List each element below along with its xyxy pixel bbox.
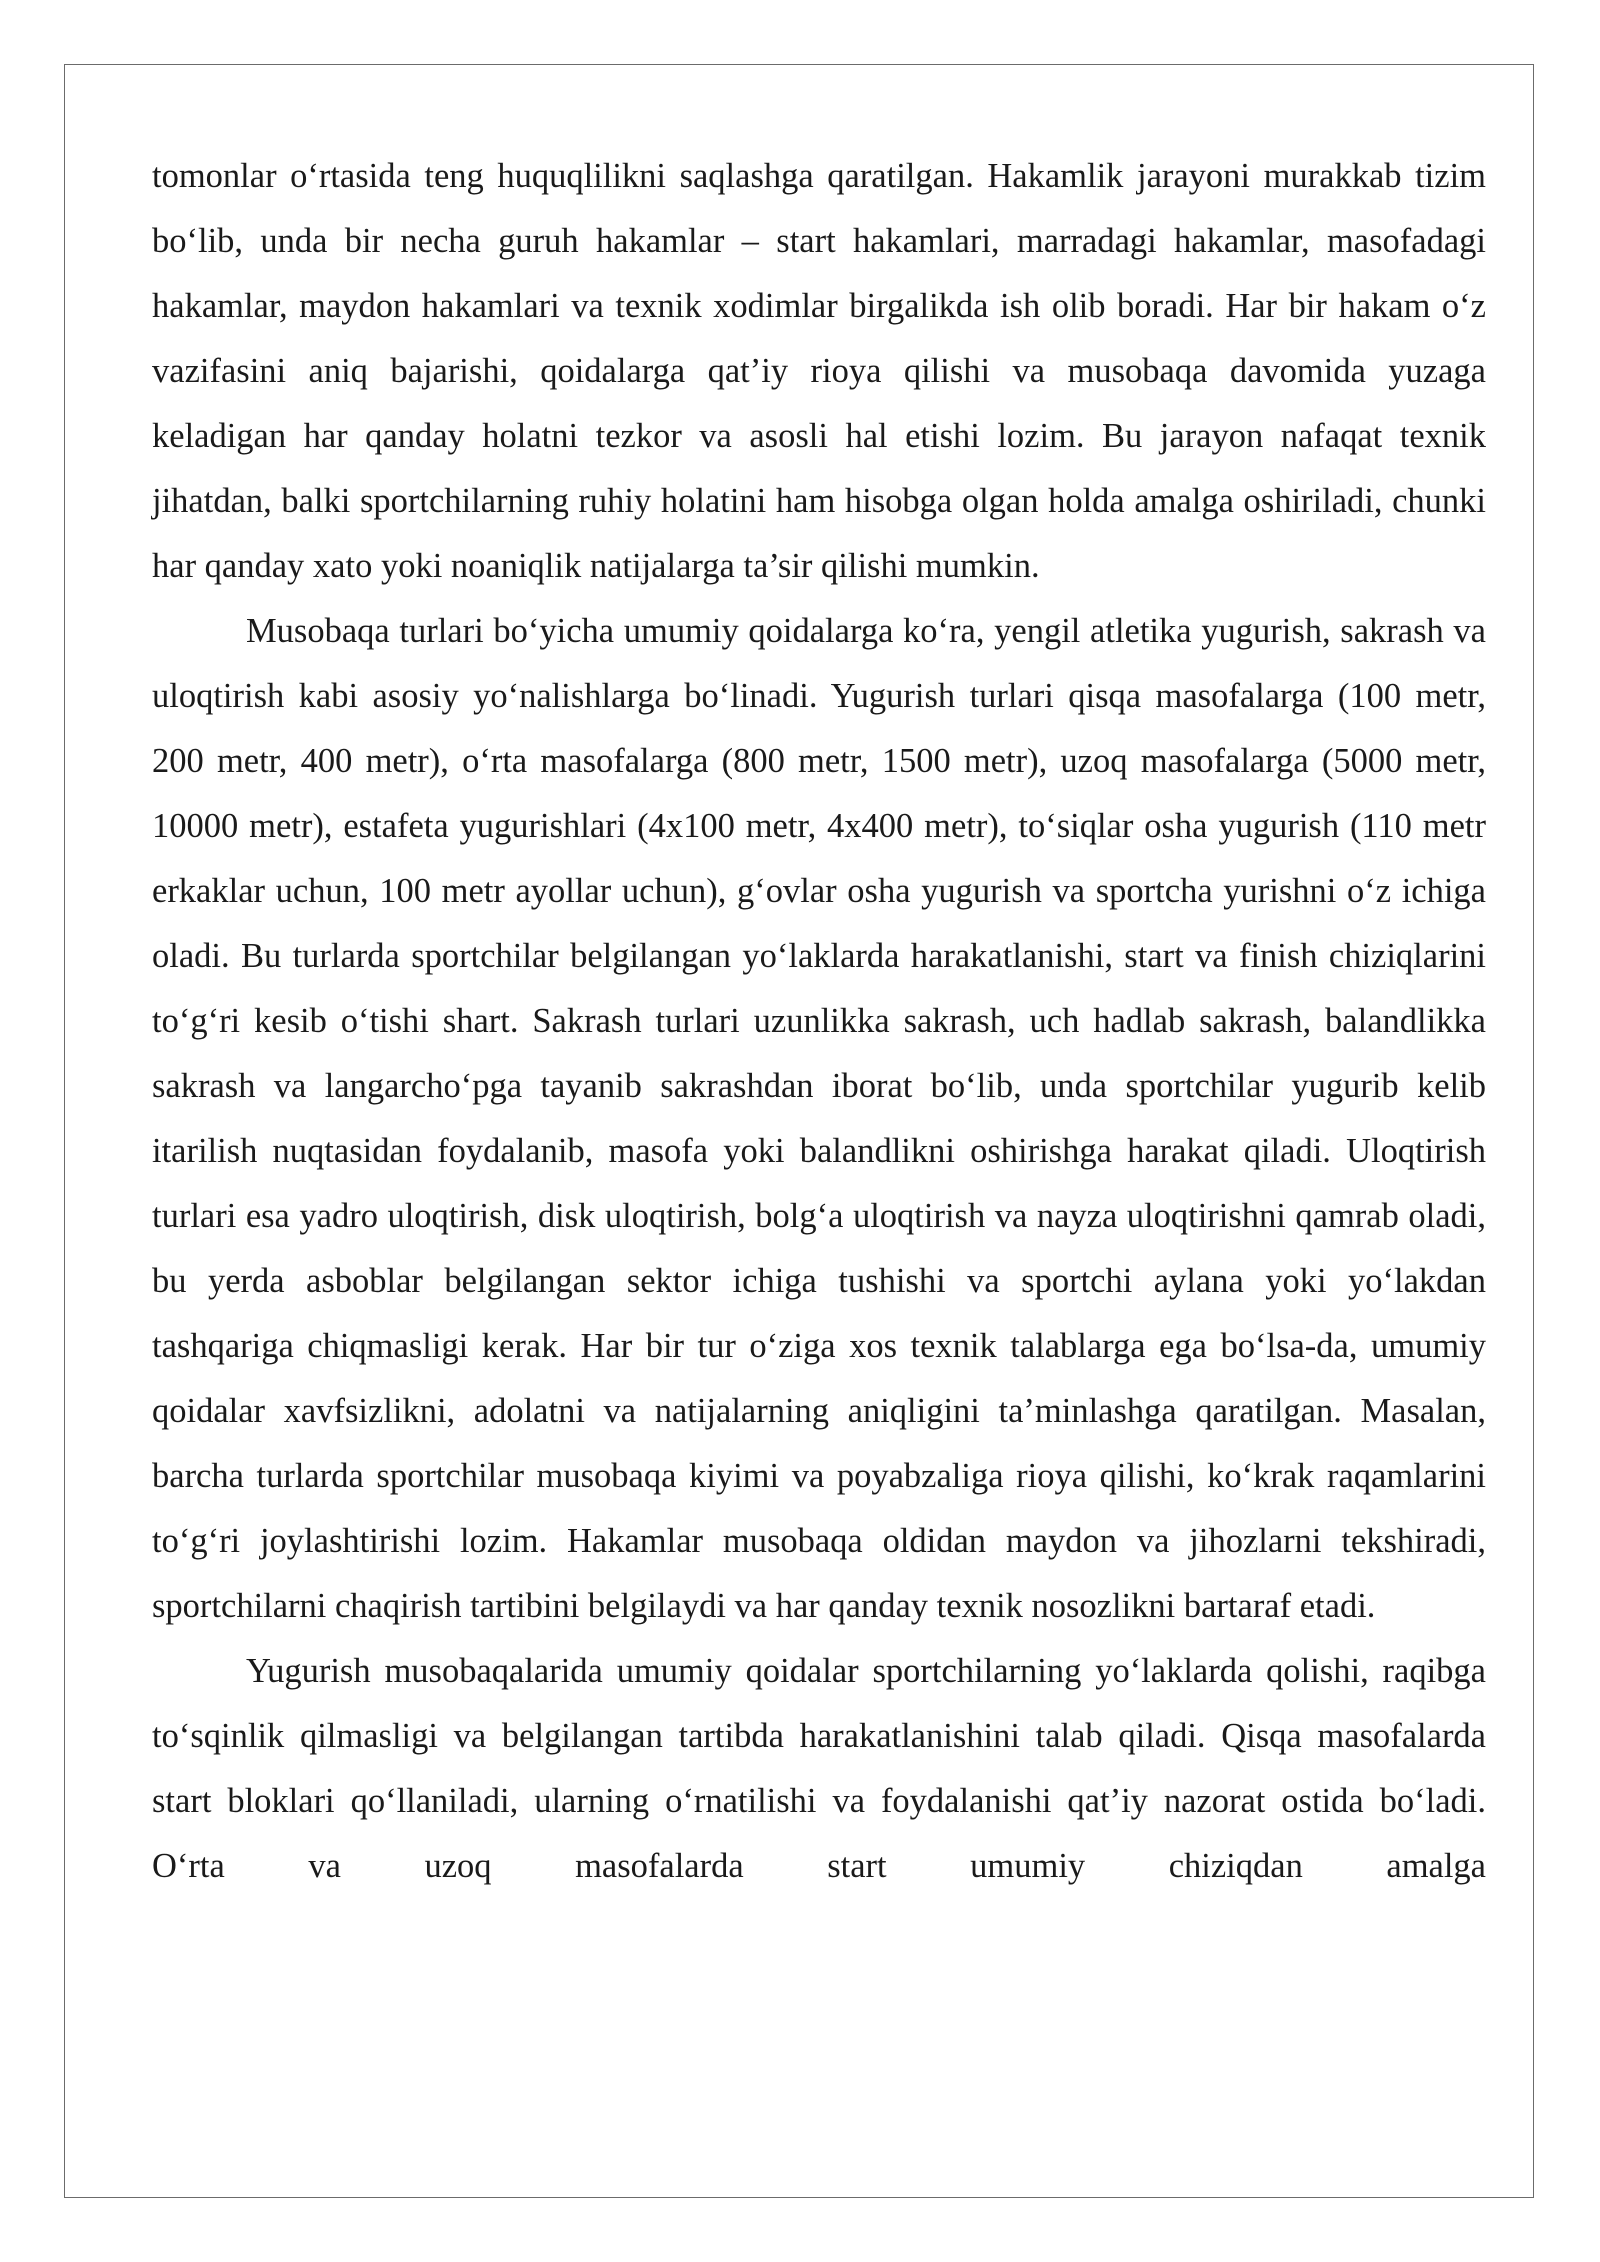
paragraph-3: Yugurish musobaqalarida umumiy qoidalar sportchilarning yo‘laklarda qolishi, raqibga to‘sqinlik qilmasligi va belgilangan tartibda harakatlanishini talab qiladi. Qisqa masofalarda start bloklari qo‘llaniladi, ularning o‘rnatilishi va foydalanishi qat’iy nazorat ostida bo‘ladi. O‘rta va uzoq masofalarda start umumiy chiziqdan amalga xyxy=(152,1652,1486,1885)
paragraph-1: tomonlar o‘rtasida teng huquqlilikni saqlashga qaratilgan. Hakamlik jarayoni murakkab tizim bo‘lib, unda bir necha guruh hakamlar – start hakamlari, marradagi hakamlar, masofadagi hakamlar, maydon hakamlari va texnik xodimlar birgalikda ish olib boradi. Har bir hakam o‘z vazifasini aniq bajarishi, qoidalarga qat’iy rioya qilishi va musobaqa davomida yuzaga keladigan har qanday holatni tezkor va asosli hal etishi lozim. Bu jarayon nafaqat texnik jihatdan, balki sportchilarning ruhiy holatini ham hisobga olgan holda amalga oshiriladi, chunki har qanday xato yoki noaniqlik natijalarga ta’sir qilishi mumkin. xyxy=(152,157,1486,585)
paragraph-2: Musobaqa turlari bo‘yicha umumiy qoidalarga ko‘ra, yengil atletika yugurish, sakrash va uloqtirish kabi asosiy yo‘nalishlarga bo‘linadi. Yugurish turlari qisqa masofalarga (100 metr, 200 metr, 400 metr), o‘rta masofalarga (800 metr, 1500 metr), uzoq masofalarga (5000 metr, 10000 metr), estafeta yugurishlari (4x100 metr, 4x400 metr), to‘siqlar osha yugurish (110 metr erkaklar uchun, 100 metr ayollar uchun), g‘ovlar osha yugurish va sportcha yurishni o‘z ichiga oladi. Bu turlarda sportchilar belgilangan yo‘laklarda harakatlanishi, start va finish chiziqlarini to‘g‘ri kesib o‘tishi shart. Sakrash turlari uzunlikka sakrash, uch hadlab sakrash, balandlikka sakrash va langarcho‘pga tayanib sakrashdan iborat bo‘lib, unda sportchilar yugurib kelib itarilish nuqtasidan foydalanib, masofa yoki balandlikni oshirishga harakat qiladi. Uloqtirish turlari esa yadro uloqtirish, disk uloqtirish, bolg‘a uloqtirish va nayza uloqtirishni qamrab oladi, bu yerda asboblar belgilangan sektor ichiga tushishi va sportchi aylana yoki yo‘lakdan tashqariga chiqmasligi kerak. Har bir tur o‘ziga xos texnik talablarga ega bo‘lsa-da, umumiy qoidalar xavfsizlikni, adolatni va natijalarning aniqligini ta’minlashga qaratilgan. Masalan, barcha turlarda sportchilar musobaqa kiyimi va poyabzaliga rioya qilishi, ko‘krak raqamlarini to‘g‘ri joylashtirishi lozim. Hakamlar musobaqa oldidan maydon va jihozlarni tekshiradi, sportchilarni chaqirish tartibini belgilaydi va har qanday texnik nosozlikni bartaraf etadi. xyxy=(152,612,1486,1625)
document-body xyxy=(152,144,1486,1899)
